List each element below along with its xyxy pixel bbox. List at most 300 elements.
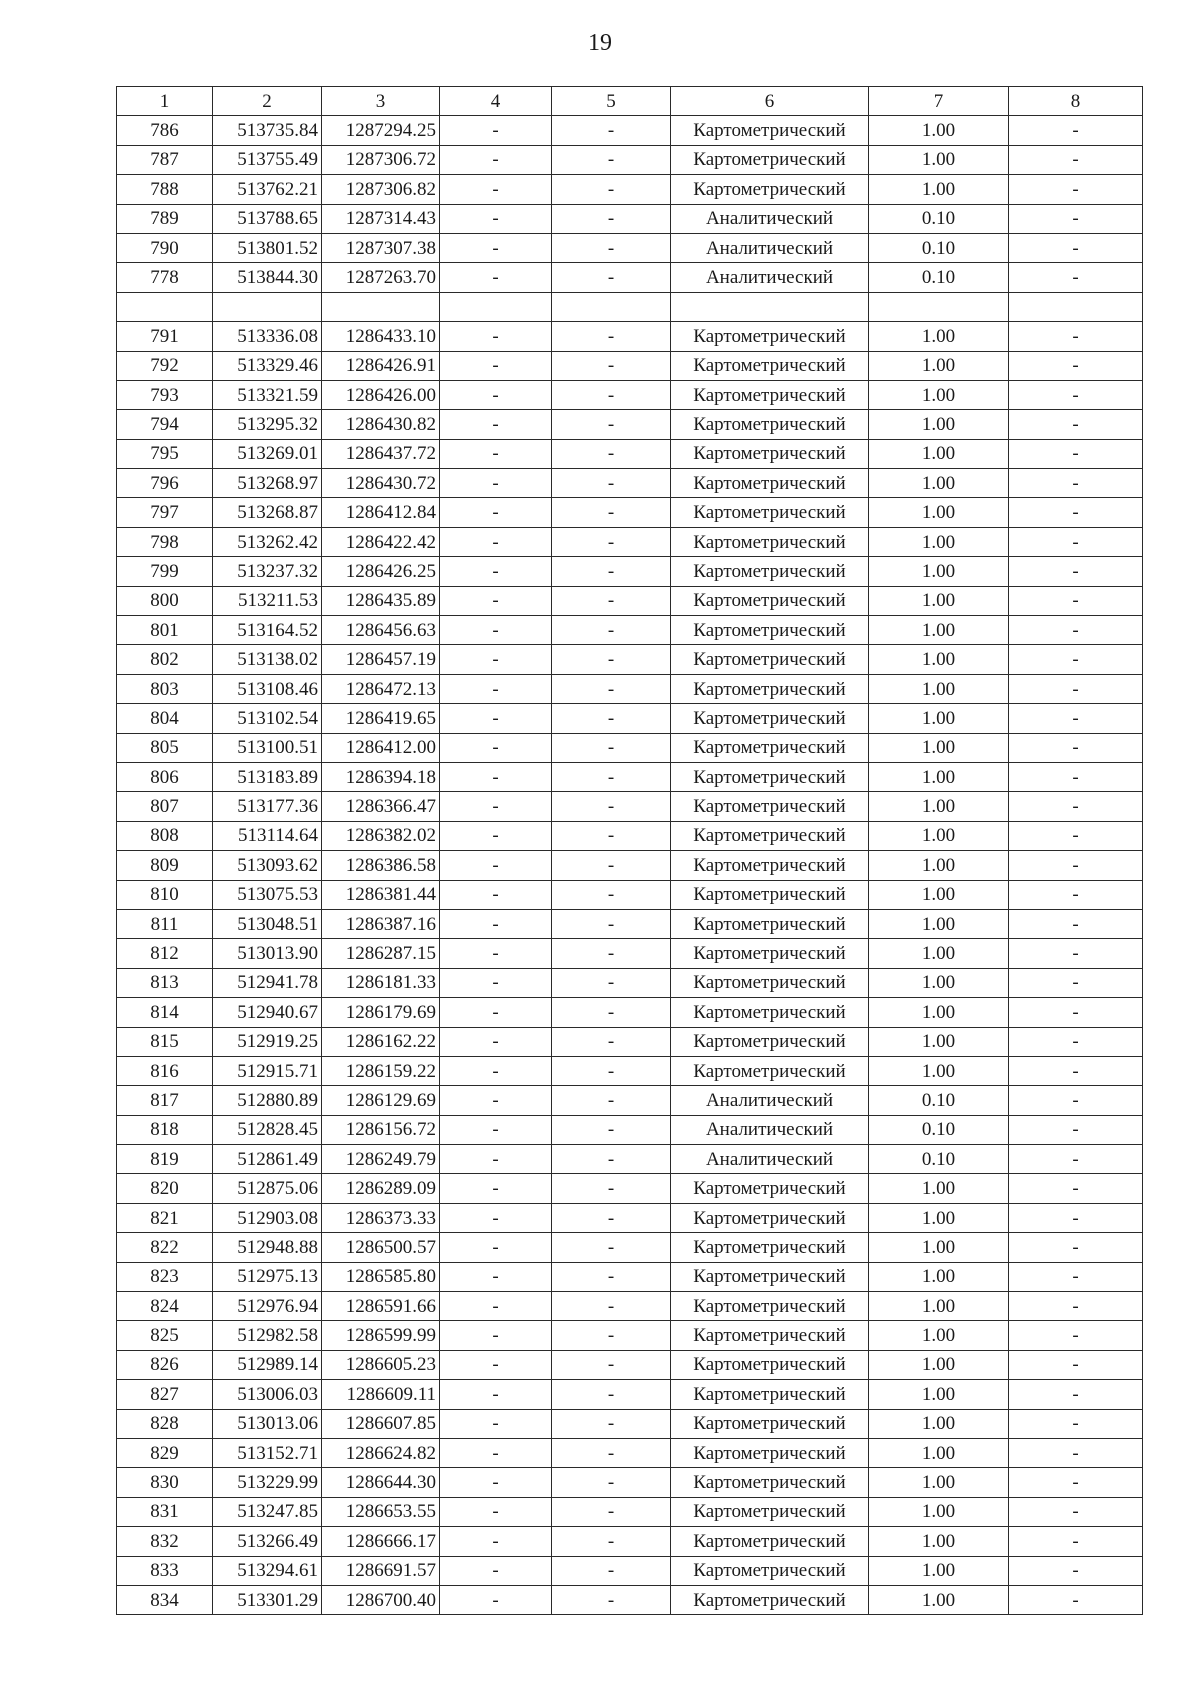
column-8-cell: - (1009, 704, 1143, 733)
accuracy-cell: 1.00 (869, 175, 1009, 204)
point-number-cell: 805 (117, 733, 213, 762)
column-4-cell (440, 292, 552, 321)
y-coordinate-cell: 1287314.43 (322, 204, 440, 233)
x-coordinate-cell: 512875.06 (213, 1174, 322, 1203)
column-4-cell: - (440, 733, 552, 762)
method-cell: Картометрический (671, 145, 869, 174)
column-header: 1 (117, 87, 213, 116)
point-number-cell: 828 (117, 1409, 213, 1438)
x-coordinate-cell: 513336.08 (213, 322, 322, 351)
y-coordinate-cell: 1286422.42 (322, 527, 440, 556)
x-coordinate-cell: 513100.51 (213, 733, 322, 762)
x-coordinate-cell: 513268.87 (213, 498, 322, 527)
x-coordinate-cell: 513108.46 (213, 674, 322, 703)
method-cell: Картометрический (671, 1056, 869, 1085)
column-5-cell: - (552, 1497, 671, 1526)
method-cell: Картометрический (671, 380, 869, 409)
y-coordinate-cell: 1286435.89 (322, 586, 440, 615)
accuracy-cell: 1.00 (869, 968, 1009, 997)
x-coordinate-cell: 513801.52 (213, 233, 322, 262)
table-row (117, 1321, 1143, 1350)
column-header: 2 (213, 87, 322, 116)
point-number-cell: 813 (117, 968, 213, 997)
point-number-cell: 832 (117, 1527, 213, 1556)
method-cell: Аналитический (671, 204, 869, 233)
method-cell: Картометрический (671, 1027, 869, 1056)
x-coordinate-cell: 513755.49 (213, 145, 322, 174)
column-4-cell: - (440, 351, 552, 380)
column-4-cell: - (440, 233, 552, 262)
method-cell: Картометрический (671, 939, 869, 968)
column-4-cell: - (440, 968, 552, 997)
column-5-cell: - (552, 410, 671, 439)
column-4-cell: - (440, 527, 552, 556)
accuracy-cell: 0.10 (869, 1086, 1009, 1115)
column-4-cell: - (440, 1145, 552, 1174)
column-4-cell: - (440, 1527, 552, 1556)
table-row (117, 1056, 1143, 1085)
accuracy-cell: 1.00 (869, 1409, 1009, 1438)
accuracy-cell: 1.00 (869, 469, 1009, 498)
point-number-cell: 834 (117, 1585, 213, 1614)
column-5-cell: - (552, 1380, 671, 1409)
method-cell: Аналитический (671, 233, 869, 262)
column-8-cell: - (1009, 1203, 1143, 1232)
column-4-cell: - (440, 1409, 552, 1438)
point-number-cell: 786 (117, 116, 213, 145)
column-4-cell: - (440, 322, 552, 351)
column-5-cell: - (552, 586, 671, 615)
column-4-cell: - (440, 145, 552, 174)
point-number-cell: 804 (117, 704, 213, 733)
y-coordinate-cell: 1286585.80 (322, 1262, 440, 1291)
point-number-cell: 802 (117, 645, 213, 674)
table-row (117, 1174, 1143, 1203)
y-coordinate-cell: 1286456.63 (322, 616, 440, 645)
column-4-cell: - (440, 704, 552, 733)
point-number-cell: 793 (117, 380, 213, 409)
accuracy-cell: 1.00 (869, 439, 1009, 468)
accuracy-cell: 1.00 (869, 1233, 1009, 1262)
accuracy-cell: 1.00 (869, 527, 1009, 556)
y-coordinate-cell: 1286426.25 (322, 557, 440, 586)
point-number-cell: 809 (117, 851, 213, 880)
point-number-cell: 826 (117, 1350, 213, 1379)
column-5-cell: - (552, 1438, 671, 1467)
column-4-cell: - (440, 439, 552, 468)
y-coordinate-cell: 1286382.02 (322, 821, 440, 850)
column-8-cell: - (1009, 1233, 1143, 1262)
point-number-cell: 807 (117, 792, 213, 821)
y-coordinate-cell: 1286419.65 (322, 704, 440, 733)
page-number: 19 (588, 30, 612, 56)
method-cell: Картометрический (671, 1438, 869, 1467)
method-cell: Картометрический (671, 1409, 869, 1438)
point-number-cell: 833 (117, 1556, 213, 1585)
accuracy-cell: 1.00 (869, 821, 1009, 850)
accuracy-cell: 1.00 (869, 1203, 1009, 1232)
column-5-cell: - (552, 1409, 671, 1438)
method-cell: Картометрический (671, 1203, 869, 1232)
table-row (117, 616, 1143, 645)
accuracy-cell: 1.00 (869, 1321, 1009, 1350)
table-row (117, 469, 1143, 498)
point-number-cell: 814 (117, 998, 213, 1027)
column-header: 7 (869, 87, 1009, 116)
column-8-cell: - (1009, 204, 1143, 233)
column-5-cell: - (552, 116, 671, 145)
method-cell: Аналитический (671, 1145, 869, 1174)
column-5-cell: - (552, 674, 671, 703)
column-5-cell: - (552, 1115, 671, 1144)
column-5-cell: - (552, 968, 671, 997)
point-number-cell: 827 (117, 1380, 213, 1409)
accuracy-cell: 1.00 (869, 1497, 1009, 1526)
table-row (117, 939, 1143, 968)
x-coordinate-cell: 513294.61 (213, 1556, 322, 1585)
y-coordinate-cell: 1286366.47 (322, 792, 440, 821)
column-8-cell: - (1009, 645, 1143, 674)
method-cell: Картометрический (671, 1556, 869, 1585)
table-row (117, 880, 1143, 909)
x-coordinate-cell: 513177.36 (213, 792, 322, 821)
column-8-cell: - (1009, 1556, 1143, 1585)
column-4-cell: - (440, 498, 552, 527)
method-cell: Картометрический (671, 469, 869, 498)
column-8-cell: - (1009, 351, 1143, 380)
x-coordinate-cell: 513006.03 (213, 1380, 322, 1409)
table-row (117, 1203, 1143, 1232)
y-coordinate-cell: 1286387.16 (322, 909, 440, 938)
y-coordinate-cell: 1286426.91 (322, 351, 440, 380)
column-8-cell: - (1009, 851, 1143, 880)
column-4-cell: - (440, 586, 552, 615)
column-4-cell: - (440, 762, 552, 791)
y-coordinate-cell: 1286287.15 (322, 939, 440, 968)
accuracy-cell: 1.00 (869, 380, 1009, 409)
point-number-cell (117, 292, 213, 321)
accuracy-cell: 1.00 (869, 1380, 1009, 1409)
y-coordinate-cell: 1286181.33 (322, 968, 440, 997)
point-number-cell: 792 (117, 351, 213, 380)
point-number-cell: 789 (117, 204, 213, 233)
y-coordinate-cell: 1286430.72 (322, 469, 440, 498)
table-row (117, 792, 1143, 821)
table-row (117, 498, 1143, 527)
y-coordinate-cell: 1286591.66 (322, 1292, 440, 1321)
method-cell: Картометрический (671, 968, 869, 997)
column-5-cell: - (552, 939, 671, 968)
column-5-cell: - (552, 880, 671, 909)
point-number-cell: 830 (117, 1468, 213, 1497)
method-cell: Картометрический (671, 1527, 869, 1556)
method-cell: Картометрический (671, 851, 869, 880)
table-row (117, 1438, 1143, 1467)
column-4-cell: - (440, 1292, 552, 1321)
column-8-cell: - (1009, 557, 1143, 586)
column-4-cell: - (440, 939, 552, 968)
column-8-cell: - (1009, 498, 1143, 527)
column-4-cell: - (440, 469, 552, 498)
column-8-cell: - (1009, 175, 1143, 204)
y-coordinate-cell: 1286653.55 (322, 1497, 440, 1526)
method-cell: Аналитический (671, 1115, 869, 1144)
x-coordinate-cell: 513114.64 (213, 821, 322, 850)
column-5-cell: - (552, 1585, 671, 1614)
table-row (117, 410, 1143, 439)
accuracy-cell: 1.00 (869, 586, 1009, 615)
method-cell: Картометрический (671, 351, 869, 380)
column-8-cell: - (1009, 674, 1143, 703)
accuracy-cell: 1.00 (869, 1056, 1009, 1085)
point-number-cell: 831 (117, 1497, 213, 1526)
table-row (117, 1292, 1143, 1321)
column-8-cell: - (1009, 1174, 1143, 1203)
x-coordinate-cell: 513102.54 (213, 704, 322, 733)
table-row (117, 1585, 1143, 1614)
column-8-cell: - (1009, 998, 1143, 1027)
column-8-cell: - (1009, 1438, 1143, 1467)
point-number-cell: 823 (117, 1262, 213, 1291)
y-coordinate-cell: 1286433.10 (322, 322, 440, 351)
accuracy-cell: 1.00 (869, 674, 1009, 703)
point-number-cell: 820 (117, 1174, 213, 1203)
method-cell: Картометрический (671, 439, 869, 468)
column-4-cell: - (440, 204, 552, 233)
accuracy-cell: 1.00 (869, 1585, 1009, 1614)
x-coordinate-cell: 512919.25 (213, 1027, 322, 1056)
column-4-cell: - (440, 1203, 552, 1232)
column-4-cell: - (440, 1497, 552, 1526)
point-number-cell: 790 (117, 233, 213, 262)
table-row (117, 322, 1143, 351)
table-row (117, 821, 1143, 850)
accuracy-cell: 1.00 (869, 1174, 1009, 1203)
column-4-cell: - (440, 792, 552, 821)
accuracy-cell: 1.00 (869, 1027, 1009, 1056)
table-row (117, 762, 1143, 791)
column-8-cell: - (1009, 527, 1143, 556)
accuracy-cell: 1.00 (869, 762, 1009, 791)
y-coordinate-cell: 1287306.82 (322, 175, 440, 204)
column-4-cell: - (440, 1174, 552, 1203)
x-coordinate-cell: 513262.42 (213, 527, 322, 556)
column-5-cell: - (552, 821, 671, 850)
point-number-cell: 778 (117, 263, 213, 292)
x-coordinate-cell: 512989.14 (213, 1350, 322, 1379)
y-coordinate-cell: 1286691.57 (322, 1556, 440, 1585)
point-number-cell: 806 (117, 762, 213, 791)
column-4-cell: - (440, 175, 552, 204)
column-header: 8 (1009, 87, 1143, 116)
x-coordinate-cell: 513211.53 (213, 586, 322, 615)
x-coordinate-cell: 513268.97 (213, 469, 322, 498)
accuracy-cell: 1.00 (869, 909, 1009, 938)
column-4-cell: - (440, 1262, 552, 1291)
x-coordinate-cell: 513237.32 (213, 557, 322, 586)
y-coordinate-cell: 1286394.18 (322, 762, 440, 791)
x-coordinate-cell: 512828.45 (213, 1115, 322, 1144)
point-number-cell: 798 (117, 527, 213, 556)
method-cell: Аналитический (671, 263, 869, 292)
table-row (117, 1027, 1143, 1056)
x-coordinate-cell: 513075.53 (213, 880, 322, 909)
y-coordinate-cell: 1286159.22 (322, 1056, 440, 1085)
column-8-cell: - (1009, 1409, 1143, 1438)
column-4-cell: - (440, 1350, 552, 1379)
column-4-cell: - (440, 263, 552, 292)
column-8-cell: - (1009, 1086, 1143, 1115)
y-coordinate-cell: 1287307.38 (322, 233, 440, 262)
point-number-cell: 815 (117, 1027, 213, 1056)
table-row (117, 704, 1143, 733)
accuracy-cell: 0.10 (869, 263, 1009, 292)
table-row (117, 233, 1143, 262)
method-cell: Картометрический (671, 1174, 869, 1203)
y-coordinate-cell: 1286386.58 (322, 851, 440, 880)
accuracy-cell: 1.00 (869, 145, 1009, 174)
column-5-cell: - (552, 762, 671, 791)
column-5-cell: - (552, 322, 671, 351)
column-5-cell (552, 292, 671, 321)
method-cell (671, 292, 869, 321)
point-number-cell: 808 (117, 821, 213, 850)
column-5-cell: - (552, 645, 671, 674)
column-header: 3 (322, 87, 440, 116)
method-cell: Картометрический (671, 586, 869, 615)
column-5-cell: - (552, 1086, 671, 1115)
column-4-cell: - (440, 1056, 552, 1085)
column-4-cell: - (440, 1086, 552, 1115)
accuracy-cell: 1.00 (869, 792, 1009, 821)
accuracy-cell: 1.00 (869, 1350, 1009, 1379)
column-8-cell: - (1009, 469, 1143, 498)
column-4-cell: - (440, 821, 552, 850)
column-8-cell: - (1009, 1145, 1143, 1174)
table-row (117, 351, 1143, 380)
column-4-cell: - (440, 909, 552, 938)
x-coordinate-cell: 513048.51 (213, 909, 322, 938)
column-8-cell: - (1009, 1262, 1143, 1291)
x-coordinate-cell: 512903.08 (213, 1203, 322, 1232)
table-row (117, 116, 1143, 145)
accuracy-cell: 1.00 (869, 351, 1009, 380)
table-row (117, 439, 1143, 468)
method-cell: Картометрический (671, 1585, 869, 1614)
column-5-cell: - (552, 351, 671, 380)
method-cell: Картометрический (671, 1350, 869, 1379)
point-number-cell: 801 (117, 616, 213, 645)
accuracy-cell: 0.10 (869, 1115, 1009, 1144)
point-number-cell: 799 (117, 557, 213, 586)
point-number-cell: 787 (117, 145, 213, 174)
method-cell: Картометрический (671, 1233, 869, 1262)
column-8-cell: - (1009, 968, 1143, 997)
table-row (117, 1233, 1143, 1262)
x-coordinate-cell: 513269.01 (213, 439, 322, 468)
column-4-cell: - (440, 1585, 552, 1614)
accuracy-cell: 1.00 (869, 1438, 1009, 1467)
point-number-cell: 829 (117, 1438, 213, 1467)
x-coordinate-cell: 512975.13 (213, 1262, 322, 1291)
table-row (117, 1409, 1143, 1438)
column-4-cell: - (440, 1027, 552, 1056)
y-coordinate-cell: 1286599.99 (322, 1321, 440, 1350)
column-8-cell: - (1009, 1380, 1143, 1409)
y-coordinate-cell: 1286605.23 (322, 1350, 440, 1379)
accuracy-cell: 1.00 (869, 1527, 1009, 1556)
column-4-cell: - (440, 998, 552, 1027)
column-header: 6 (671, 87, 869, 116)
table-row (117, 1468, 1143, 1497)
table-row (117, 586, 1143, 615)
column-5-cell: - (552, 998, 671, 1027)
x-coordinate-cell: 513788.65 (213, 204, 322, 233)
x-coordinate-cell: 513266.49 (213, 1527, 322, 1556)
column-5-cell: - (552, 233, 671, 262)
coordinates-table (116, 86, 1143, 1615)
point-number-cell: 794 (117, 410, 213, 439)
table-row (117, 175, 1143, 204)
column-8-cell: - (1009, 586, 1143, 615)
x-coordinate-cell (213, 292, 322, 321)
method-cell: Картометрический (671, 704, 869, 733)
column-5-cell: - (552, 1468, 671, 1497)
x-coordinate-cell: 513152.71 (213, 1438, 322, 1467)
point-number-cell: 817 (117, 1086, 213, 1115)
column-4-cell: - (440, 1380, 552, 1409)
y-coordinate-cell: 1286607.85 (322, 1409, 440, 1438)
point-number-cell: 803 (117, 674, 213, 703)
table-row (117, 1380, 1143, 1409)
table-row (117, 674, 1143, 703)
x-coordinate-cell: 513321.59 (213, 380, 322, 409)
table-row (117, 292, 1143, 321)
accuracy-cell: 1.00 (869, 880, 1009, 909)
y-coordinate-cell: 1286457.19 (322, 645, 440, 674)
table-row (117, 1115, 1143, 1144)
y-coordinate-cell: 1286289.09 (322, 1174, 440, 1203)
column-5-cell: - (552, 1027, 671, 1056)
column-5-cell: - (552, 557, 671, 586)
point-number-cell: 811 (117, 909, 213, 938)
y-coordinate-cell: 1286381.44 (322, 880, 440, 909)
x-coordinate-cell: 512976.94 (213, 1292, 322, 1321)
accuracy-cell: 1.00 (869, 116, 1009, 145)
column-4-cell: - (440, 116, 552, 145)
accuracy-cell: 1.00 (869, 851, 1009, 880)
column-5-cell: - (552, 851, 671, 880)
y-coordinate-cell: 1286412.84 (322, 498, 440, 527)
column-4-cell: - (440, 851, 552, 880)
method-cell: Картометрический (671, 1321, 869, 1350)
y-coordinate-cell: 1287263.70 (322, 263, 440, 292)
column-5-cell: - (552, 1056, 671, 1085)
method-cell: Картометрический (671, 410, 869, 439)
y-coordinate-cell: 1286373.33 (322, 1203, 440, 1232)
y-coordinate-cell: 1286700.40 (322, 1585, 440, 1614)
method-cell: Картометрический (671, 1292, 869, 1321)
method-cell: Картометрический (671, 116, 869, 145)
column-8-cell: - (1009, 1585, 1143, 1614)
column-8-cell: - (1009, 1350, 1143, 1379)
table-row (117, 1145, 1143, 1174)
column-4-cell: - (440, 1321, 552, 1350)
method-cell: Картометрический (671, 175, 869, 204)
accuracy-cell: 1.00 (869, 998, 1009, 1027)
accuracy-cell: 1.00 (869, 645, 1009, 674)
point-number-cell: 824 (117, 1292, 213, 1321)
